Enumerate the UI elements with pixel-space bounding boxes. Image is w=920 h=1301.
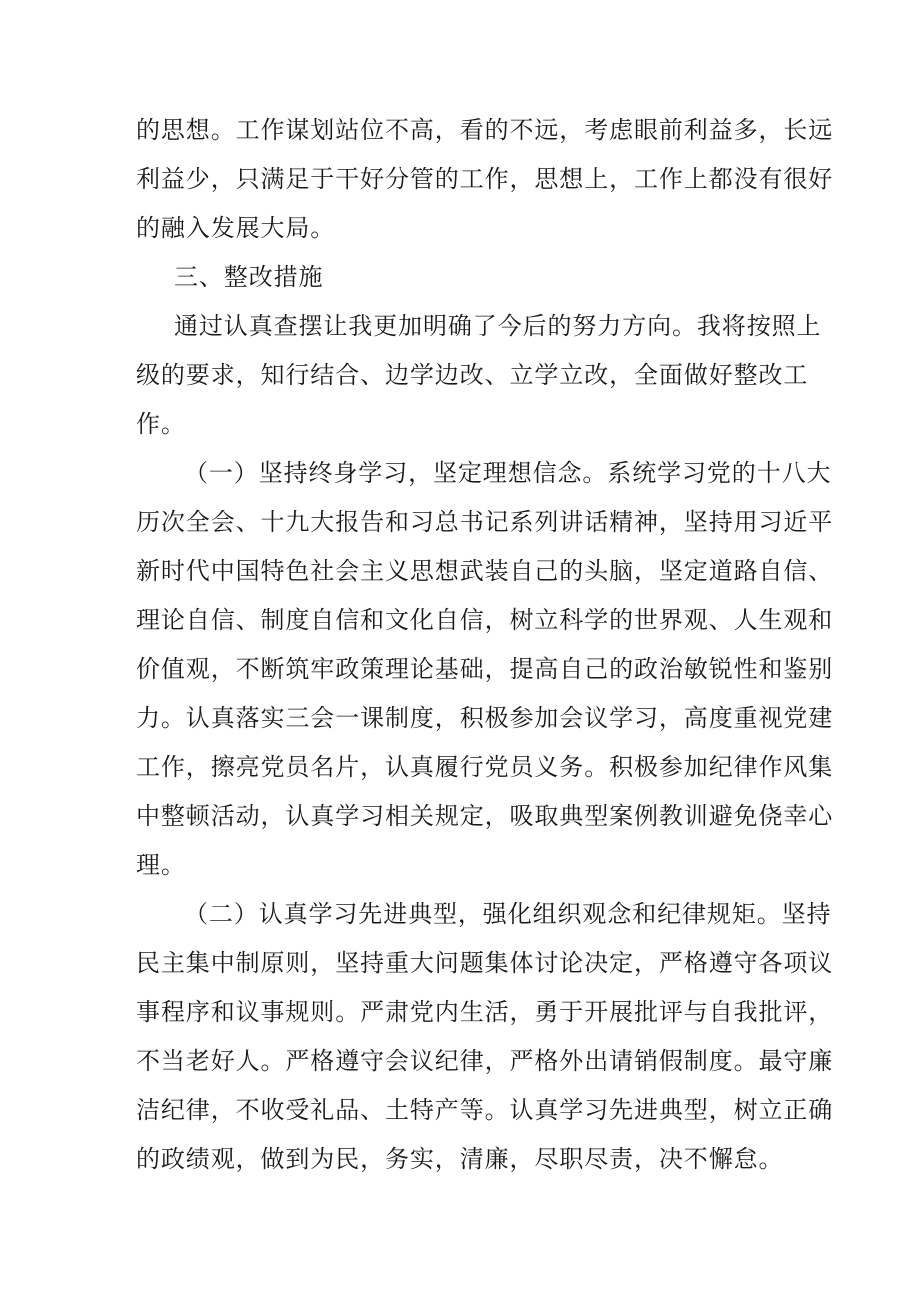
section-heading: 三、整改措施 <box>174 263 324 291</box>
text-line: 民主集中制原则，坚持重大问题集体讨论决定，严格遵守各项议 <box>136 949 834 977</box>
text-line: 的融入发展大局。 <box>136 214 336 242</box>
text-line: 中整顿活动，认真学习相关规定，吸取典型案例教训避免侥幸心 <box>136 802 834 830</box>
text-line: 工作，擦亮党员名片，认真履行党员义务。积极参加纪律作风集 <box>136 753 834 781</box>
text-line: 的政绩观，做到为民，务实，清廉，尽职尽责，决不懈怠。 <box>136 1145 784 1173</box>
text-line: 利益少，只满足于干好分管的工作，思想上，工作上都没有很好 <box>136 165 834 193</box>
text-line: 不当老好人。严格遵守会议纪律，严格外出请销假制度。最守廉 <box>136 1047 834 1075</box>
text-line: 通过认真查摆让我更加明确了今后的努力方向。我将按照上 <box>174 312 822 340</box>
text-line: 级的要求，知行结合、边学边改、立学立改，全面做好整改工 <box>136 361 809 389</box>
text-line: 力。认真落实三会一课制度，积极参加会议学习，高度重视党建 <box>136 704 834 732</box>
text-line: 新时代中国特色社会主义思想武装自己的头脑，坚定道路自信、 <box>136 557 834 585</box>
text-line: （二）认真学习先进典型，强化组织观念和纪律规矩。坚持 <box>184 900 832 928</box>
text-line: 价值观，不断筑牢政策理论基础，提高自己的政治敏锐性和鉴别 <box>136 655 834 683</box>
text-line: 洁纪律，不收受礼品、土特产等。认真学习先进典型，树立正确 <box>136 1096 834 1124</box>
text-line: 事程序和议事规则。严肃党内生活，勇于开展批评与自我批评， <box>136 998 834 1026</box>
text-line: 的思想。工作谋划站位不高，看的不远，考虑眼前利益多，长远 <box>136 116 834 144</box>
text-line: （一）坚持终身学习，坚定理想信念。系统学习党的十八大 <box>184 459 832 487</box>
text-line: 作。 <box>136 410 186 438</box>
text-line: 理论自信、制度自信和文化自信，树立科学的世界观、人生观和 <box>136 606 834 634</box>
text-line: 历次全会、十九大报告和习总书记系列讲话精神，坚持用习近平 <box>136 508 834 536</box>
text-line: 理。 <box>136 851 186 879</box>
